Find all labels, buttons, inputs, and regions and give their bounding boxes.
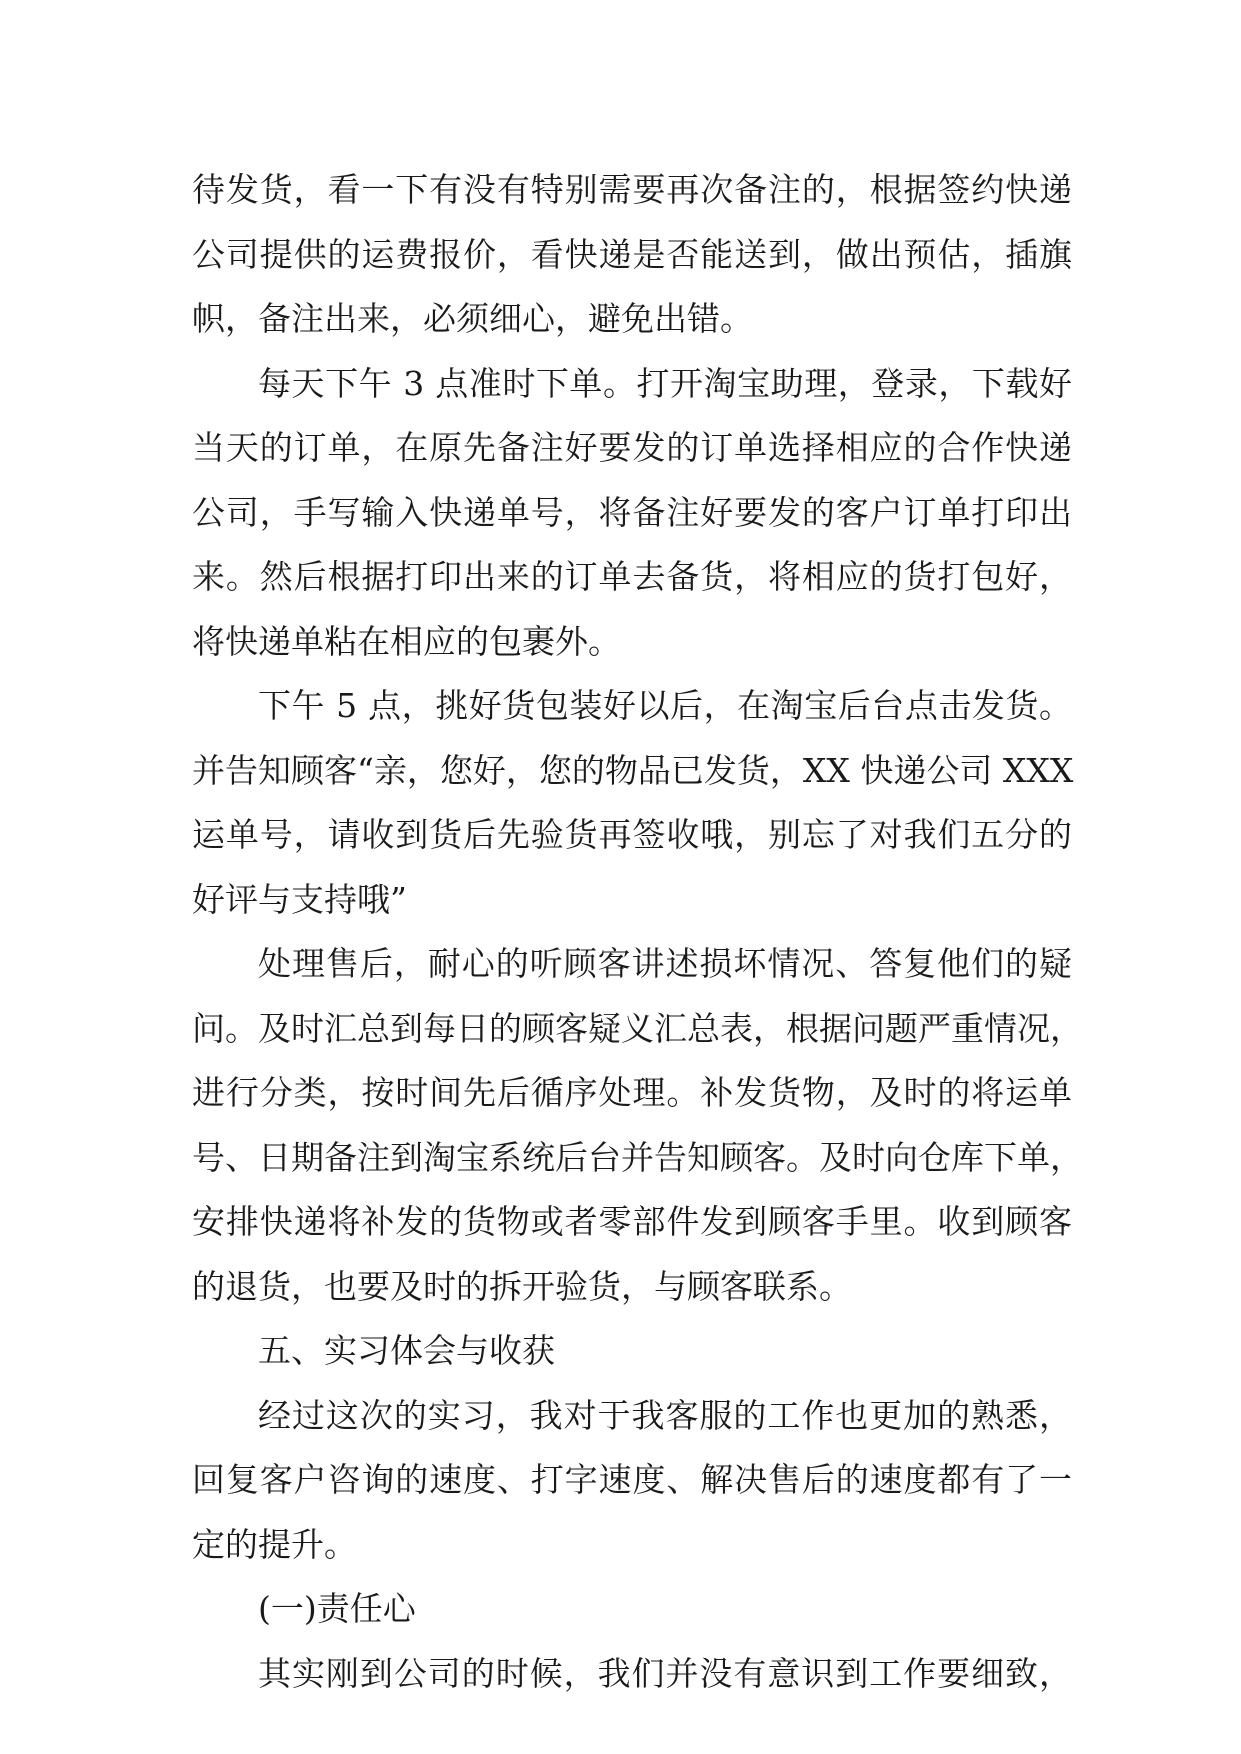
text-line: (一)责任心 <box>258 1589 416 1628</box>
text-line: 每天下午 3 点准时下单。打开淘宝助理，登录，下载好 <box>258 363 1072 403</box>
text-line: 五、实习体会与收获 <box>258 1331 555 1370</box>
text-line: 问。及时汇总到每日的顾客疑义汇总表，根据问题严重情况， <box>192 1008 1083 1048</box>
text-line: 并告知顾客“亲，您好，您的物品已发货，XX 快递公司 XXX <box>192 750 1074 790</box>
document-body <box>192 158 1083 1706</box>
text-line: 帜，备注出来，必须细心，避免出错。 <box>192 299 753 338</box>
text-line: 公司提供的运费报价，看快递是否能送到，做出预估，插旗 <box>192 234 1072 274</box>
text-line: 将快递单粘在相应的包裹外。 <box>192 621 621 661</box>
text-line: 处理售后，耐心的听顾客讲述损坏情况、答复他们的疑 <box>258 944 1072 983</box>
text-line: 定的提升。 <box>192 1524 357 1564</box>
text-line: 待发货，看一下有没有特别需要再次备注的，根据签约快递 <box>192 170 1072 209</box>
text-line: 的退货，也要及时的拆开验货，与顾客联系。 <box>192 1266 852 1306</box>
text-line: 来。然后根据打印出来的订单去备货，将相应的货打包好， <box>192 557 1072 596</box>
text-line: 下午 5 点，挑好货包装好以后，在淘宝后台点击发货。 <box>258 686 1072 725</box>
text-line: 好评与支持哦” <box>192 879 407 919</box>
text-line: 公司，手写输入快递单号，将备注好要发的客户订单打印出 <box>192 492 1072 532</box>
text-line: 运单号，请收到货后先验货再签收哦，别忘了对我们五分的 <box>192 815 1072 854</box>
text-line: 号、日期备注到淘宝系统后台并告知顾客。及时向仓库下单， <box>192 1137 1083 1177</box>
text-line: 安排快递将补发的货物或者零部件发到顾客手里。收到顾客 <box>192 1202 1072 1241</box>
text-line: 当天的订单，在原先备注好要发的订单选择相应的合作快递 <box>192 428 1072 467</box>
text-line: 进行分类，按时间先后循序处理。补发货物，及时的将运单 <box>192 1073 1072 1112</box>
text-line: 回复客户咨询的速度、打字速度、解决售后的速度都有了一 <box>192 1460 1072 1499</box>
text-line: 其实刚到公司的时候，我们并没有意识到工作要细致， <box>258 1653 1072 1693</box>
text-line: 经过这次的实习，我对于我客服的工作也更加的熟悉， <box>258 1395 1072 1435</box>
